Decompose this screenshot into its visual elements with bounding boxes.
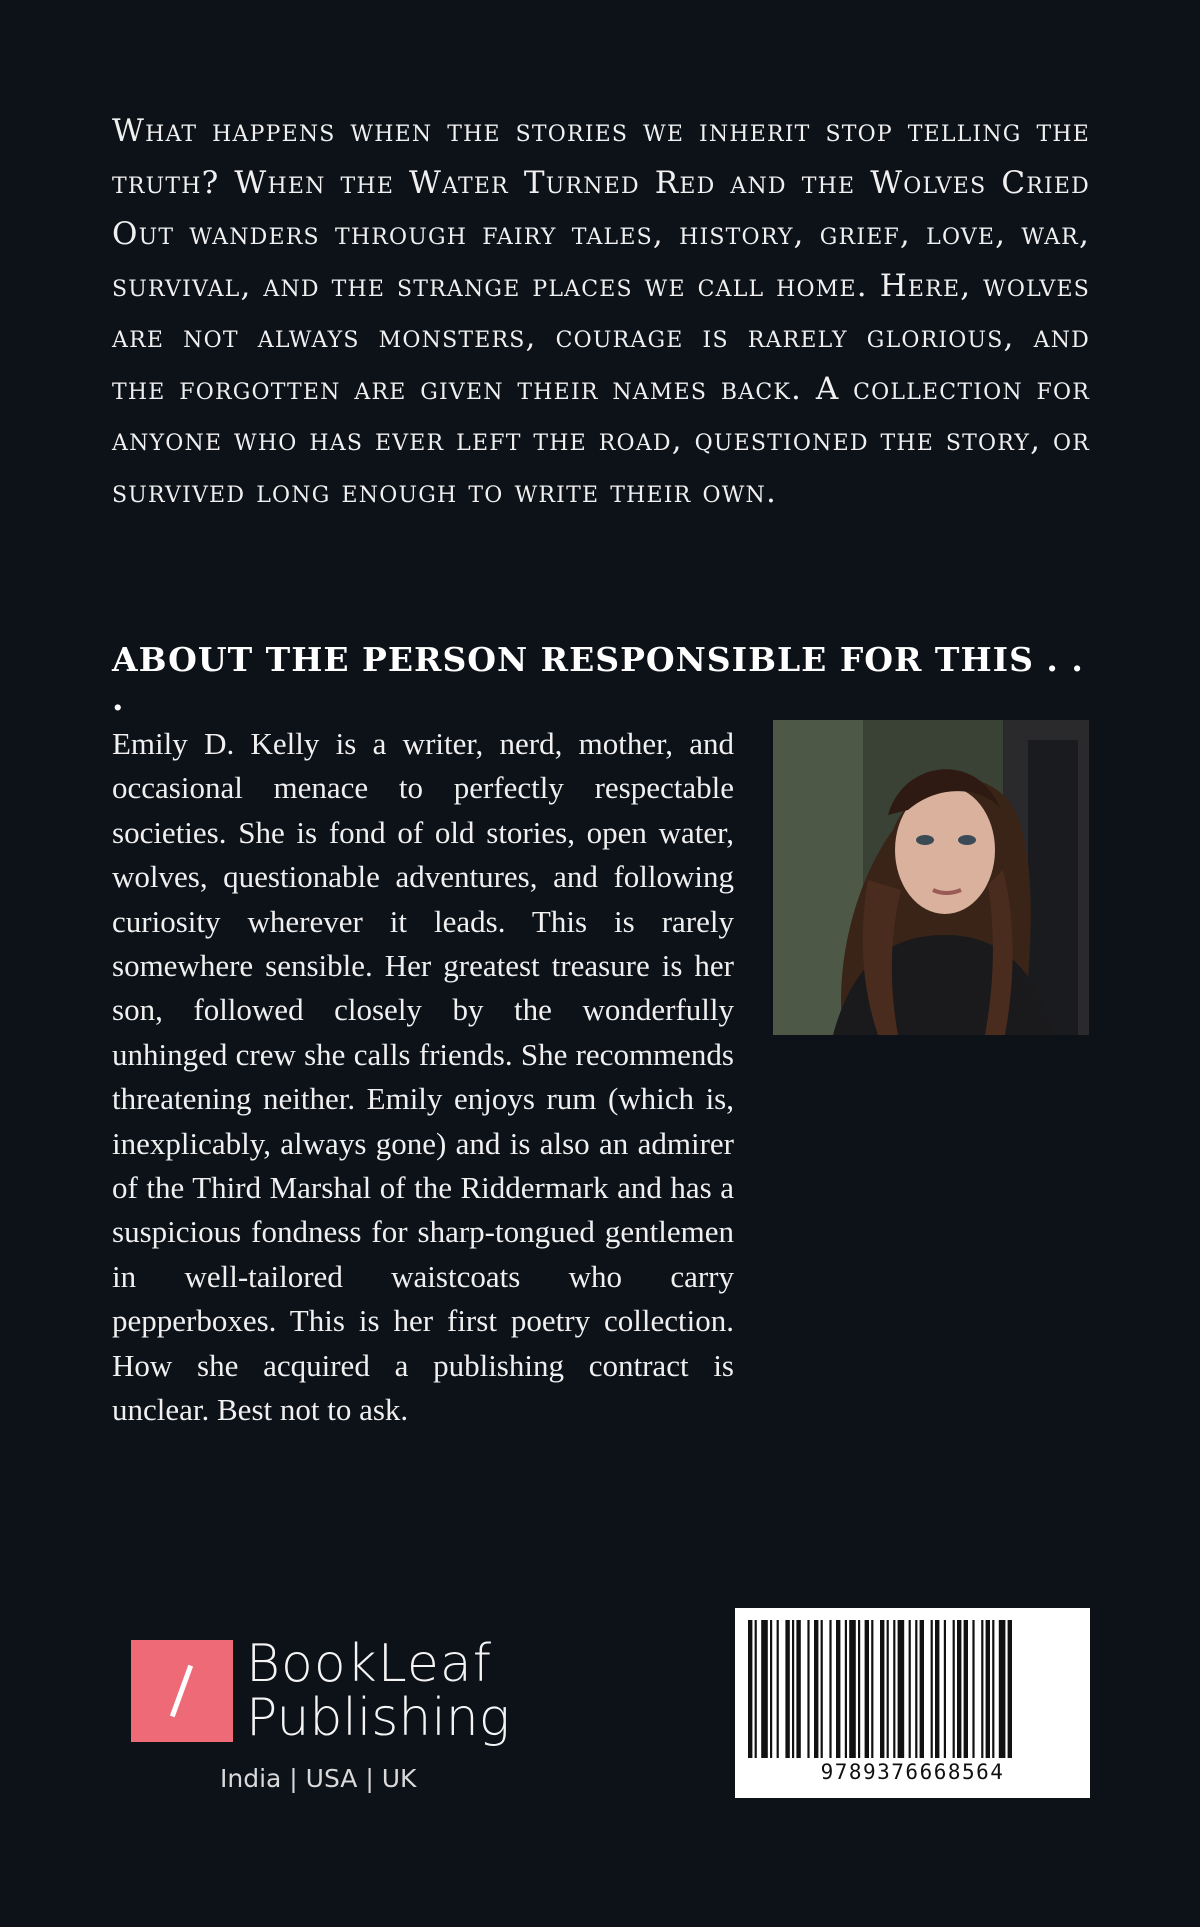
barcode-bar — [920, 1620, 924, 1758]
logo-mark — [131, 1640, 233, 1742]
barcode-bar — [755, 1620, 757, 1758]
barcode-bar — [821, 1620, 823, 1758]
barcode-bar — [935, 1620, 939, 1758]
barcode-bar — [887, 1620, 889, 1758]
barcode-icon — [748, 1620, 1077, 1758]
author-portrait-icon — [773, 720, 1089, 1035]
barcode-bar — [931, 1620, 933, 1758]
bookleaf-publishing-logo — [131, 1634, 511, 1810]
barcode-bar — [1008, 1620, 1012, 1758]
publisher-tagline: India | USA | UK — [220, 1764, 417, 1793]
barcode-bar — [777, 1620, 779, 1758]
barcode-bar — [849, 1620, 856, 1758]
barcode-bar — [807, 1620, 809, 1758]
isbn-number: 9789376668564 — [820, 1760, 1005, 1784]
barcode-bar — [785, 1620, 789, 1758]
author-photo — [773, 720, 1089, 1035]
publisher-name-line2: Publishing — [246, 1688, 510, 1748]
publisher-name-line1: BookLeaf — [246, 1634, 493, 1694]
about-author-heading: ABOUT THE PERSON RESPONSIBLE FOR THIS . . . — [112, 640, 1084, 718]
barcode-bar — [792, 1620, 794, 1758]
barcode-bar — [865, 1620, 869, 1758]
slash-icon — [170, 1665, 193, 1717]
barcode-bar — [909, 1620, 911, 1758]
book-blurb: What happens when the stories we inherit stop telling the truth? When the Water Turned Red and the Wolves Cried Out wanders through fairy tales, history, grief, love, war, survival, and the strange places we call home. Here, wolves are not always monsters, courage is rarely glorious, and the forgotten are given their names back. A collection for anyone who has ever left the road, questioned the story, or survived long enough to write their own. — [112, 113, 1090, 510]
barcode-bar — [893, 1620, 895, 1758]
barcode-bar — [957, 1620, 961, 1758]
barcode-bar — [858, 1620, 860, 1758]
barcode-bar — [915, 1620, 917, 1758]
barcode-bar — [829, 1620, 831, 1758]
barcode-bar — [770, 1620, 772, 1758]
barcode-bar — [964, 1620, 968, 1758]
barcode-bar — [871, 1620, 873, 1758]
isbn-barcode — [735, 1608, 1090, 1798]
barcode-bar — [880, 1620, 884, 1758]
barcode-bar — [992, 1620, 994, 1758]
barcode-bar — [836, 1620, 840, 1758]
barcode-bar — [796, 1620, 800, 1758]
barcode-bar — [986, 1620, 990, 1758]
barcode-bar — [972, 1620, 974, 1758]
barcode-bar — [981, 1620, 983, 1758]
author-bio: Emily D. Kelly is a writer, nerd, mother, and occasional menace to perfectly respectable societies. She is fond of old stories, open water, wolves, questionable adventures, and following curiosity wherever it leads. This is rarely somewhere sensible. Her greatest treasure is her son, followed closely by the wonderfully unhinged crew she calls friends. She recommends threatening neither. Emily enjoys rum (which is, inexplicably, always gone) and is also an admirer of the Third Marshal of the Riddermark and has a suspicious fondness for sharp-tongued gentlemen in well-tailored waistcoats who carry pepperboxes. This is her first poetry collection. How she acquired a publishing contract is unclear. Best not to ask. — [112, 726, 734, 1428]
barcode-bar — [748, 1620, 752, 1758]
barcode-bar — [953, 1620, 955, 1758]
barcode-bar — [999, 1620, 1006, 1758]
barcode-bar — [944, 1620, 946, 1758]
barcode-bar — [761, 1620, 768, 1758]
barcode-bar — [898, 1620, 905, 1758]
barcode-bar — [814, 1620, 818, 1758]
barcode-bar — [845, 1620, 847, 1758]
